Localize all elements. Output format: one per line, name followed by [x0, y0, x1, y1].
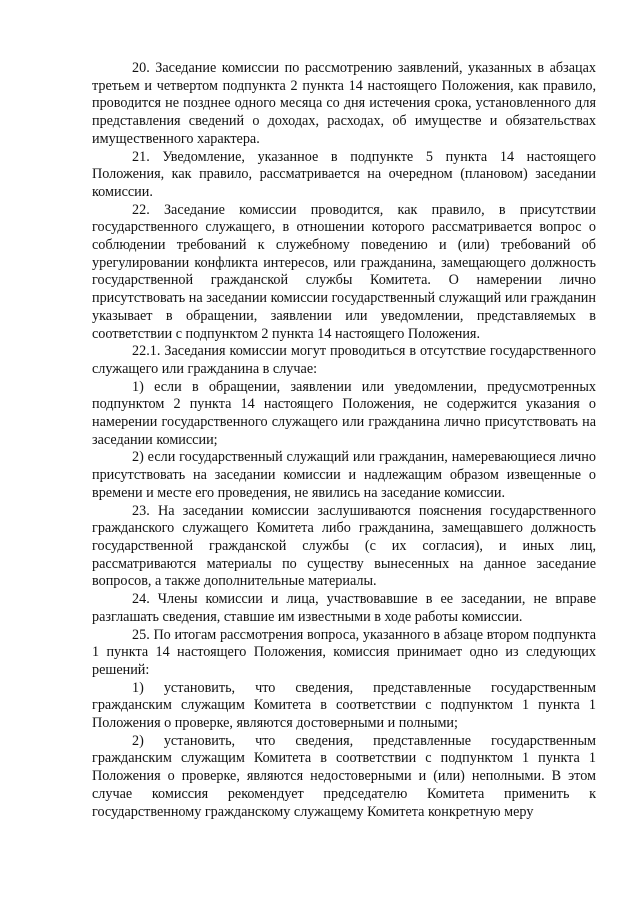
paragraph-22-1-item-2: 2) если государственный служащий или гражданин, намеревающиеся лично присутствовать на заседании комиссии и надлежащим образом извещенные о времени и месте его проведения, не явились на заседание комиссии.	[92, 449, 596, 501]
document-body	[92, 60, 596, 821]
paragraph-22-1: 22.1. Заседания комиссии могут проводиться в отсутствие государственного служащего или гражданина в случае:	[92, 343, 596, 377]
paragraph-21: 21. Уведомление, указанное в подпункте 5 пункта 14 настоящего Положения, как правило, рассматривается на очередном (плановом) заседании комиссии.	[92, 148, 596, 200]
paragraph-25-item-1: 1) установить, что сведения, представленные государственным гражданским служащим Комитета в соответствии с подпунктом 1 пункта 1 Положения о проверке, являются достоверными и полными;	[92, 679, 596, 732]
paragraph-25-item-2: 2) установить, что сведения, представленные государственным гражданским служащим Комитета в соответствии с подпунктом 1 пункта 1 Положения о проверке, являются недостоверными и (или) неполными. В этом случае комиссия рекомендует председателю Комитета применить к государственному гражданскому служащему Комитета конкретную меру	[92, 732, 596, 820]
paragraph-23: 23. На заседании комиссии заслушиваются пояснения государственного гражданского служащего Комитета либо гражданина, замещавшего должность государственной гражданской службы (с их согласия), и иных лиц, рассматриваются материалы по существу вынесенных на данное заседание вопросов, а также дополнительные материалы.	[92, 502, 596, 590]
paragraph-20: 20. Заседание комиссии по рассмотрению заявлений, указанных в абзацах третьем и четвертом подпункта 2 пункта 14 настоящего Положения, как правило, проводится не позднее одного месяца со дня истечения срока, установленного для представления сведений о доходах, расходах, об имуществе и обязательствах имущественного характера.	[92, 60, 596, 147]
paragraph-22-1-item-1: 1) если в обращении, заявлении или уведомлении, предусмотренных подпунктом 2 пункта 14 настоящего Положения, не содержится указания о намерении государственного служащего или гражданина лично присутствовать на заседании комиссии;	[92, 378, 596, 448]
paragraph-24: 24. Члены комиссии и лица, участвовавшие в ее заседании, не вправе разглашать сведения, ставшие им известными в ходе работы комиссии.	[92, 591, 596, 625]
paragraph-25: 25. По итогам рассмотрения вопроса, указанного в абзаце втором подпункта 1 пункта 14 настоящего Положения, комиссия принимает одно из следующих решений:	[92, 626, 596, 678]
paragraph-22: 22. Заседание комиссии проводится, как правило, в присутствии государственного служащего, в отношении которого рассматривается вопрос о соблюдении требований к служебному поведению и (или) требований об урегулировании конфликта интересов, или гражданина, замещающего должность государственной гражданской службы Комитета. О намерении лично присутствовать на заседании комиссии государственный служащий или гражданин указывает в обращении, заявлении или уведомлении, представляемых в соответствии с подпунктом 2 пункта 14 настоящего Положения.	[92, 201, 596, 342]
